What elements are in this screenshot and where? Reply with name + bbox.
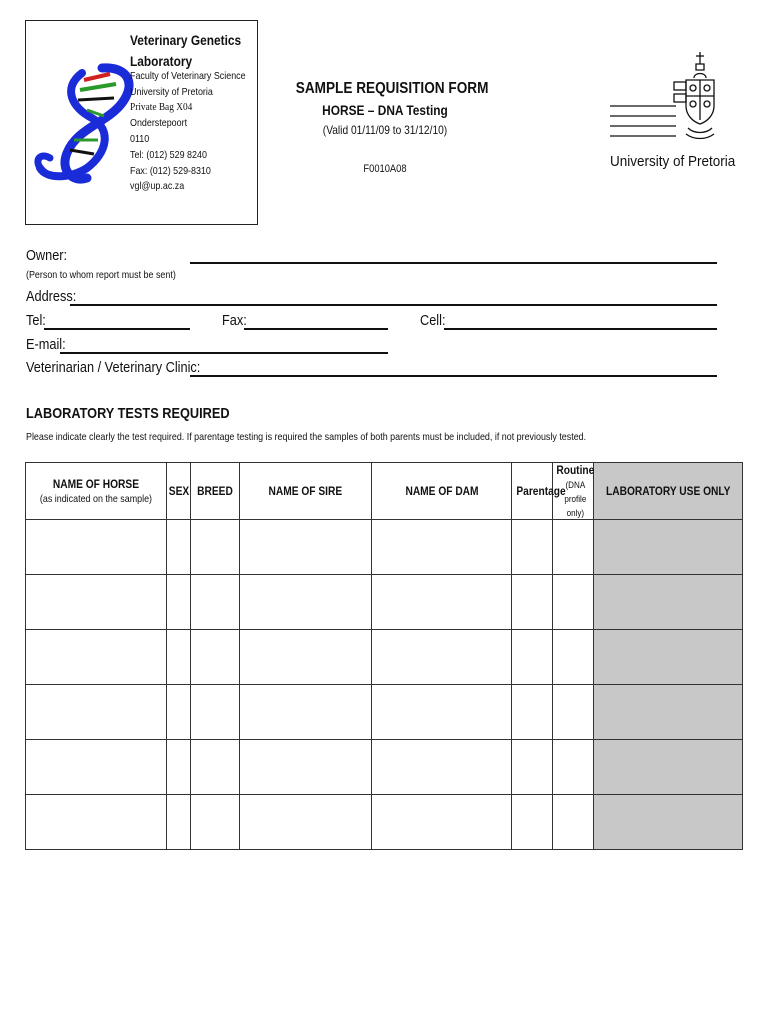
header-name-of-horse: NAME OF HORSE (as indicated on the sample) [26, 463, 167, 520]
university-name: University of Pretoria [610, 153, 736, 170]
cell-sex[interactable] [167, 575, 191, 630]
cell-parentage[interactable] [512, 575, 553, 630]
cell-horse-name[interactable] [26, 520, 167, 575]
cell-horse-name[interactable] [26, 685, 167, 740]
cell-breed[interactable] [191, 575, 240, 630]
dna-logo-icon [32, 58, 137, 193]
cell-lab-use [594, 685, 743, 740]
lab-title: Veterinary Genetics Laboratory [130, 32, 242, 69]
cell-horse-name[interactable] [26, 630, 167, 685]
cell-sex[interactable] [167, 740, 191, 795]
cell-parentage[interactable] [512, 795, 553, 850]
cell-sire[interactable] [240, 630, 372, 685]
cell-breed[interactable] [191, 520, 240, 575]
address-label: Address: [26, 288, 77, 305]
cell-horse-name[interactable] [26, 740, 167, 795]
section-instructions: Please indicate clearly the test required. If parentage testing is required the samples of both parents must be included, if not previously tested. [26, 431, 587, 443]
header-sex: SEX [167, 463, 191, 520]
cell-sire[interactable] [240, 740, 372, 795]
lab-fax: Fax: (012) 529-8310 [130, 165, 211, 177]
cell-line[interactable] [444, 328, 717, 330]
cell-dam[interactable] [372, 575, 512, 630]
cell-routine[interactable] [553, 740, 594, 795]
cell-parentage[interactable] [512, 520, 553, 575]
cell-sire[interactable] [240, 795, 372, 850]
table-row [26, 685, 743, 740]
cell-breed[interactable] [191, 740, 240, 795]
table-row [26, 575, 743, 630]
cell-sire[interactable] [240, 520, 372, 575]
cell-routine[interactable] [553, 520, 594, 575]
tests-table [25, 462, 743, 850]
cell-breed[interactable] [191, 685, 240, 740]
cell-parentage[interactable] [512, 630, 553, 685]
header-dam: NAME OF DAM [372, 463, 512, 520]
cell-sex[interactable] [167, 685, 191, 740]
table-row [26, 740, 743, 795]
cell-lab-use [594, 795, 743, 850]
lab-faculty: Faculty of Veterinary Science [130, 70, 246, 82]
owner-label: Owner: [26, 247, 68, 264]
cell-parentage[interactable] [512, 740, 553, 795]
tel-line[interactable] [44, 328, 190, 330]
tel-label: Tel: [26, 312, 46, 329]
form-title: SAMPLE REQUISITION FORM [295, 80, 489, 97]
cell-breed[interactable] [191, 795, 240, 850]
email-label: E-mail: [26, 336, 66, 353]
cell-sire[interactable] [240, 575, 372, 630]
lab-tel: Tel: (012) 529 8240 [130, 149, 207, 161]
lab-email: vgl@up.ac.za [130, 180, 185, 192]
lab-town: Onderstepoort [130, 117, 188, 129]
cell-routine[interactable] [553, 630, 594, 685]
owner-note: (Person to whom report must be sent) [26, 269, 176, 281]
cell-horse-name[interactable] [26, 795, 167, 850]
section-title: LABORATORY TESTS REQUIRED [26, 405, 230, 422]
table-row [26, 630, 743, 685]
cell-sire[interactable] [240, 685, 372, 740]
cell-sex[interactable] [167, 630, 191, 685]
lab-bag: Private Bag X04 [130, 101, 193, 113]
form-code: F0010A08 [363, 163, 407, 175]
cell-routine[interactable] [553, 795, 594, 850]
cell-dam[interactable] [372, 795, 512, 850]
cell-parentage[interactable] [512, 685, 553, 740]
vet-line[interactable] [190, 375, 717, 377]
cell-dam[interactable] [372, 740, 512, 795]
header-sire: NAME OF SIRE [240, 463, 372, 520]
cell-dam[interactable] [372, 520, 512, 575]
lab-postal: 0110 [130, 133, 150, 145]
header-routine: Routine (DNA profile only) [553, 463, 594, 520]
cell-lab-use [594, 740, 743, 795]
table-header-row [26, 463, 743, 520]
cell-lab-use [594, 630, 743, 685]
fax-line[interactable] [244, 328, 388, 330]
cell-breed[interactable] [191, 630, 240, 685]
form-validity: (Valid 01/11/09 to 31/12/10) [322, 123, 448, 137]
owner-line[interactable] [190, 262, 717, 264]
cell-horse-name[interactable] [26, 575, 167, 630]
header-parentage: Parentage [512, 463, 553, 520]
lab-university: University of Pretoria [130, 86, 213, 98]
table-row [26, 520, 743, 575]
vet-label: Veterinarian / Veterinary Clinic: [26, 359, 201, 376]
header-lab-use: LABORATORY USE ONLY [594, 463, 743, 520]
cell-lab-use [594, 575, 743, 630]
cell-routine[interactable] [553, 575, 594, 630]
table-row [26, 795, 743, 850]
address-line[interactable] [70, 304, 717, 306]
cell-sex[interactable] [167, 520, 191, 575]
cell-dam[interactable] [372, 630, 512, 685]
form-subtitle: HORSE – DNA Testing [322, 102, 448, 118]
header-breed: BREED [191, 463, 240, 520]
cell-routine[interactable] [553, 685, 594, 740]
university-crest-icon [608, 48, 728, 150]
cell-sex[interactable] [167, 795, 191, 850]
cell-dam[interactable] [372, 685, 512, 740]
email-line[interactable] [60, 352, 388, 354]
cell-label: Cell: [420, 312, 446, 329]
fax-label: Fax: [222, 312, 247, 329]
cell-lab-use [594, 520, 743, 575]
